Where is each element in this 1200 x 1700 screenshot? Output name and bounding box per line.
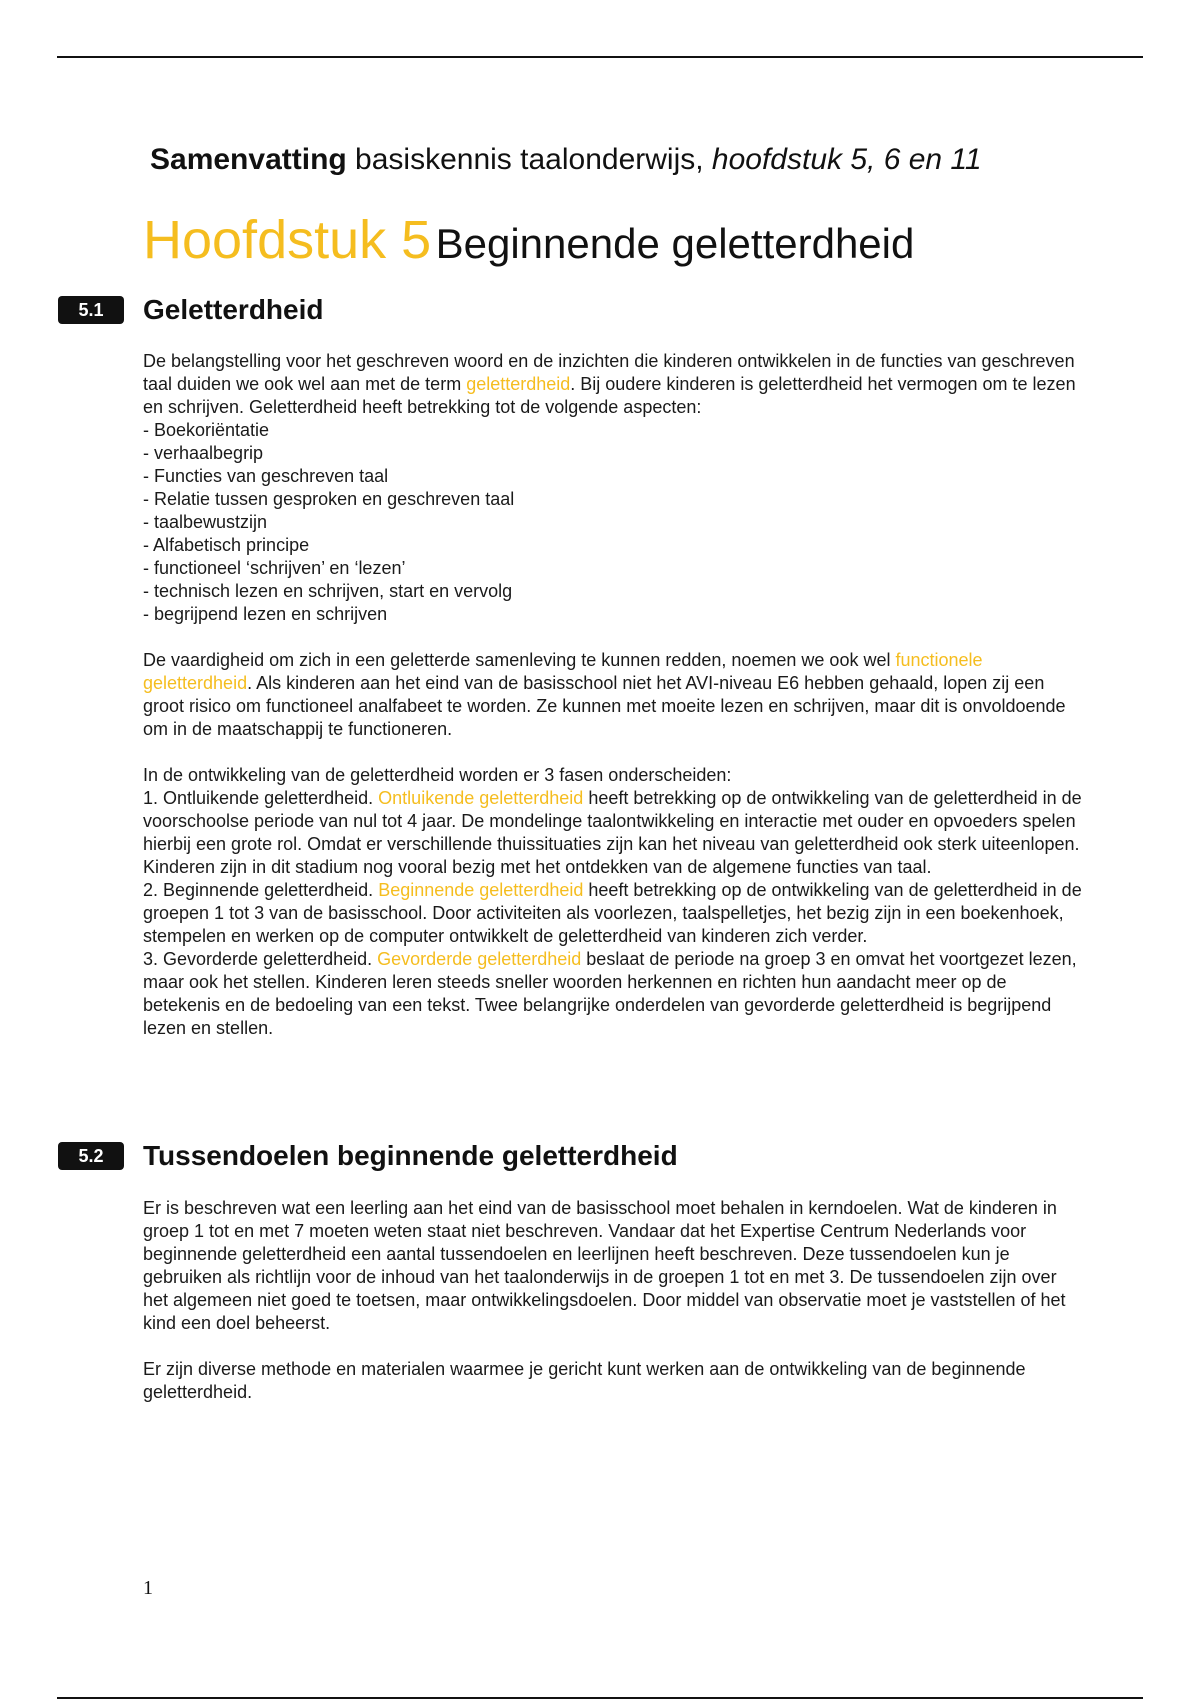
chapter-name: Beginnende geletterdheid (435, 220, 915, 267)
phase-item (143, 948, 1083, 1040)
title-regular: basiskennis taalonderwijs, (346, 143, 712, 176)
phases-intro: In de ontwikkeling van de geletterdheid worden er 3 fasen onderscheiden: (143, 765, 732, 785)
term-highlight: Gevorderde geletterdheid (377, 949, 582, 969)
aspect-item: - Boekoriëntatie (143, 420, 270, 440)
aspect-item: - Alfabetisch principe (143, 535, 310, 555)
phase-item (143, 879, 1083, 948)
section-heading-5-2 (58, 1136, 1088, 1176)
term-highlight: Ontluikende geletterdheid (378, 788, 584, 808)
page-number: 1 (143, 1577, 153, 1599)
section-title: Tussendoelen beginnende geletterdheid (143, 1140, 678, 1171)
term-highlight: geletterdheid (466, 374, 571, 394)
intro-paragraph (143, 350, 1083, 419)
aspect-item: - begrijpend lezen en schrijven (143, 604, 388, 624)
top-rule (57, 56, 1143, 58)
paragraph: Er zijn diverse methode en materialen waarmee je gericht kunt werken aan de ontwikkeling van de beginnende geletterdheid. (143, 1359, 1026, 1402)
aspect-item: - taalbewustzijn (143, 512, 268, 532)
phase-item (143, 787, 1083, 879)
bottom-rule (57, 1697, 1143, 1699)
functional-paragraph (143, 649, 1083, 741)
section-number-badge: 5.2 (58, 1142, 124, 1170)
phase-lead: 1. Ontluikende geletterdheid. (143, 788, 379, 808)
aspect-item: - verhaalbegrip (143, 443, 264, 463)
aspect-item: - Functies van geschreven taal (143, 466, 389, 486)
paragraph: Er is beschreven wat een leerling aan het eind van de basisschool moet behalen in kerndoelen. Wat de kinderen in groep 1 tot en met 7 moeten weten staat niet beschreven. Vandaar dat het Expertise Centrum Nederlands voor beginnende geletterdheid een aantal tussendoelen en leerlijnen heeft beschreven. Deze tussendoelen kun je gebruiken als richtlijn voor de inhoud van het taalonderwijs in de groepen 1 tot en met 3. De tussendoelen zijn over het algemeen niet goed te toetsen, maar ontwikkelingsdoelen. Door middel van observatie moet je vaststellen of het kind een doel beheerst. (143, 1198, 1066, 1333)
phase-lead: 2. Beginnende geletterdheid. (143, 880, 379, 900)
section-body-5-2 (143, 1197, 1083, 1404)
section-heading-5-1 (58, 290, 1088, 330)
section-body-5-1 (143, 350, 1083, 1040)
chapter-heading (143, 205, 914, 279)
phase-lead: 3. Gevorderde geletterdheid. (143, 949, 378, 969)
title-bold: Samenvatting (150, 143, 347, 176)
section-number-badge: 5.1 (58, 296, 124, 324)
phase-text: heeft betrekking op de ontwikkeling van de geletterdheid in de voorschoolse periode van nul tot 4 jaar. De mondelinge taalontwikkeling en interactie met ouder en opvoeders spelen hierbij een grote rol. Omdat er verschillende thuissituaties zijn kan het niveau van geletterdheid ook sterk uiteenlopen. Kinderen zijn in dit stadium nog vooral bezig met het ontdekken van de algemene functies van taal. (143, 788, 1082, 877)
functional-text-b: . Als kinderen aan het eind van de basisschool niet het AVI-niveau E6 hebben gehaald, lopen zij een groot risico om functioneel analfabeet te worden. Ze kunnen met moeite lezen en schrijven, maar dit is onvoldoende om in de maatschappij te functioneren. (143, 673, 1066, 739)
document-title (150, 140, 1110, 180)
term-highlight: Beginnende geletterdheid (378, 880, 584, 900)
functional-text-a: De vaardigheid om zich in een geletterde samenleving te kunnen redden, noemen we ook wel (143, 650, 896, 670)
aspect-item: - functioneel ‘schrijven’ en ‘lezen’ (143, 558, 406, 578)
aspect-item: - Relatie tussen gesproken en geschreven taal (143, 489, 515, 509)
aspect-item: - technisch lezen en schrijven, start en vervolg (143, 581, 513, 601)
title-italic: hoofdstuk 5, 6 en 11 (711, 143, 982, 176)
term-highlight: functionele geletterdheid (143, 650, 983, 693)
intro-text-b: . Bij oudere kinderen is geletterdheid het vermogen om te lezen en schrijven. Geletterdheid heeft betrekking tot de volgende aspecten: (143, 374, 1076, 417)
chapter-number: Hoofdstuk 5 (143, 210, 432, 270)
section-title: Geletterdheid (143, 294, 324, 325)
phase-text: heeft betrekking op de ontwikkeling van de geletterdheid in de groepen 1 tot 3 van de basisschool. Door activiteiten als voorlezen, taalspelletjes, het bezig zijn in een boekenhoek, stempelen en werken op de computer ontwikkelt de geletterdheid van kinderen zich verder. (143, 880, 1082, 946)
phase-text: beslaat de periode na groep 3 en omvat het voortgezet lezen, maar ook het stellen. Kinderen leren steeds sneller woorden herkennen en richten hun aandacht meer op de betekenis en de bedoeling van een tekst. Twee belangrijke onderdelen van gevorderde geletterdheid is begrijpend lezen en stellen. (143, 949, 1077, 1038)
intro-text-a: De belangstelling voor het geschreven woord en de inzichten die kinderen ontwikkelen in de functies van geschreven taal duiden we ook wel aan met de term (143, 351, 1075, 394)
